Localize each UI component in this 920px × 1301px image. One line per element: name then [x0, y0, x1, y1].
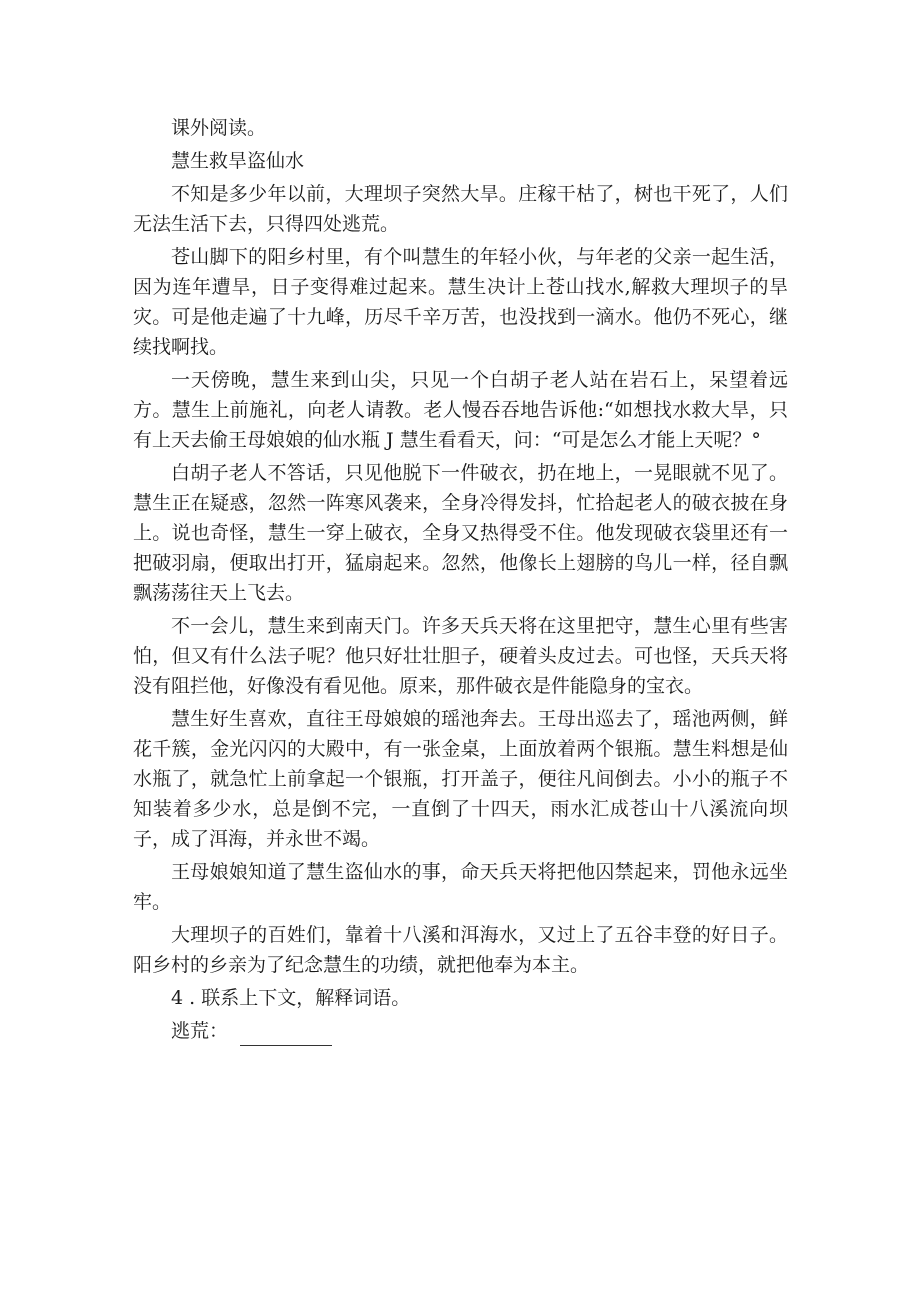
- section-label: 课外阅读。: [171, 117, 267, 139]
- question-prompt: 4 . 联系上下文，解释词语。: [171, 987, 411, 1009]
- story-paragraph: 苍山脚下的阳乡村里，有个叫慧生的年轻小伙，与年老的父亲一起生活，因为连年遭旱，日子变得难过起来。慧生决计上苍山找水,解救大理坝子的旱灾。可是他走遍了十九峰，历尽千辛万苦，也没找到一滴水。他仍不死心，继续找啊找。: [133, 246, 788, 358]
- document-content: [133, 113, 788, 1049]
- term-label: 逃荒：: [171, 1020, 229, 1042]
- story-title: 慧生救旱盗仙水: [171, 150, 305, 172]
- story-paragraph: 王母娘娘知道了慧生盗仙水的事，命天兵天将把他囚禁起来，罚他永远坐牢。: [133, 861, 788, 913]
- story-paragraph: 不一会儿，慧生来到南天门。许多天兵天将在这里把守，慧生心里有些害怕，但又有什么法子呢？他只好壮壮胆子，硬着头皮过去。可也怪，天兵天将没有阻拦他，好像没有看见他。原来，那件破衣是件能隐身的宝衣。: [133, 615, 788, 697]
- answer-blank[interactable]: [240, 1025, 332, 1046]
- story-paragraph: 白胡子老人不答话，只见他脱下一件破衣，扔在地上，一晃眼就不见了。慧生正在疑惑，忽然一阵寒风袭来，全身冷得发抖，忙拾起老人的破衣披在身上。说也奇怪，慧生一穿上破衣，全身又热得受不住。他发现破衣袋里还有一把破羽扇，便取出打开，猛扇起来。忽然，他像长上翅膀的鸟儿一样，径自飘飘荡荡往天上飞去。: [133, 462, 788, 604]
- story-paragraph: 大理坝子的百姓们，靠着十八溪和洱海水，又过上了五谷丰登的好日子。阳乡村的乡亲为了纪念慧生的功绩，就把他奉为本主。: [133, 924, 788, 976]
- story-paragraph: 一天傍晚，慧生来到山尖，只见一个白胡子老人站在岩石上，呆望着远方。慧生上前施礼，向老人请教。老人慢吞吞地告诉他:“如想找水救大旱，只有上天去偷王母娘娘的仙水瓶 J 慧生看看天，问：“可是怎么才能上天呢？°: [133, 369, 788, 451]
- story-paragraph: 不知是多少年以前，大理坝子突然大旱。庄稼干枯了，树也干死了，人们无法生活下去，只得四处逃荒。: [133, 183, 788, 235]
- answer-row: [133, 1016, 788, 1046]
- story-paragraph: 慧生好生喜欢，直往王母娘娘的瑶池奔去。王母出巡去了，瑶池两侧，鲜花千簇，金光闪闪的大殿中，有一张金桌，上面放着两个银瓶。慧生料想是仙水瓶了，就急忙上前拿起一个银瓶，打开盖子，便往凡间倒去。小小的瓶子不知装着多少水，总是倒不完，一直倒了十四天，雨水汇成苍山十八溪流向坝子，成了洱海，并永世不竭。: [133, 708, 788, 850]
